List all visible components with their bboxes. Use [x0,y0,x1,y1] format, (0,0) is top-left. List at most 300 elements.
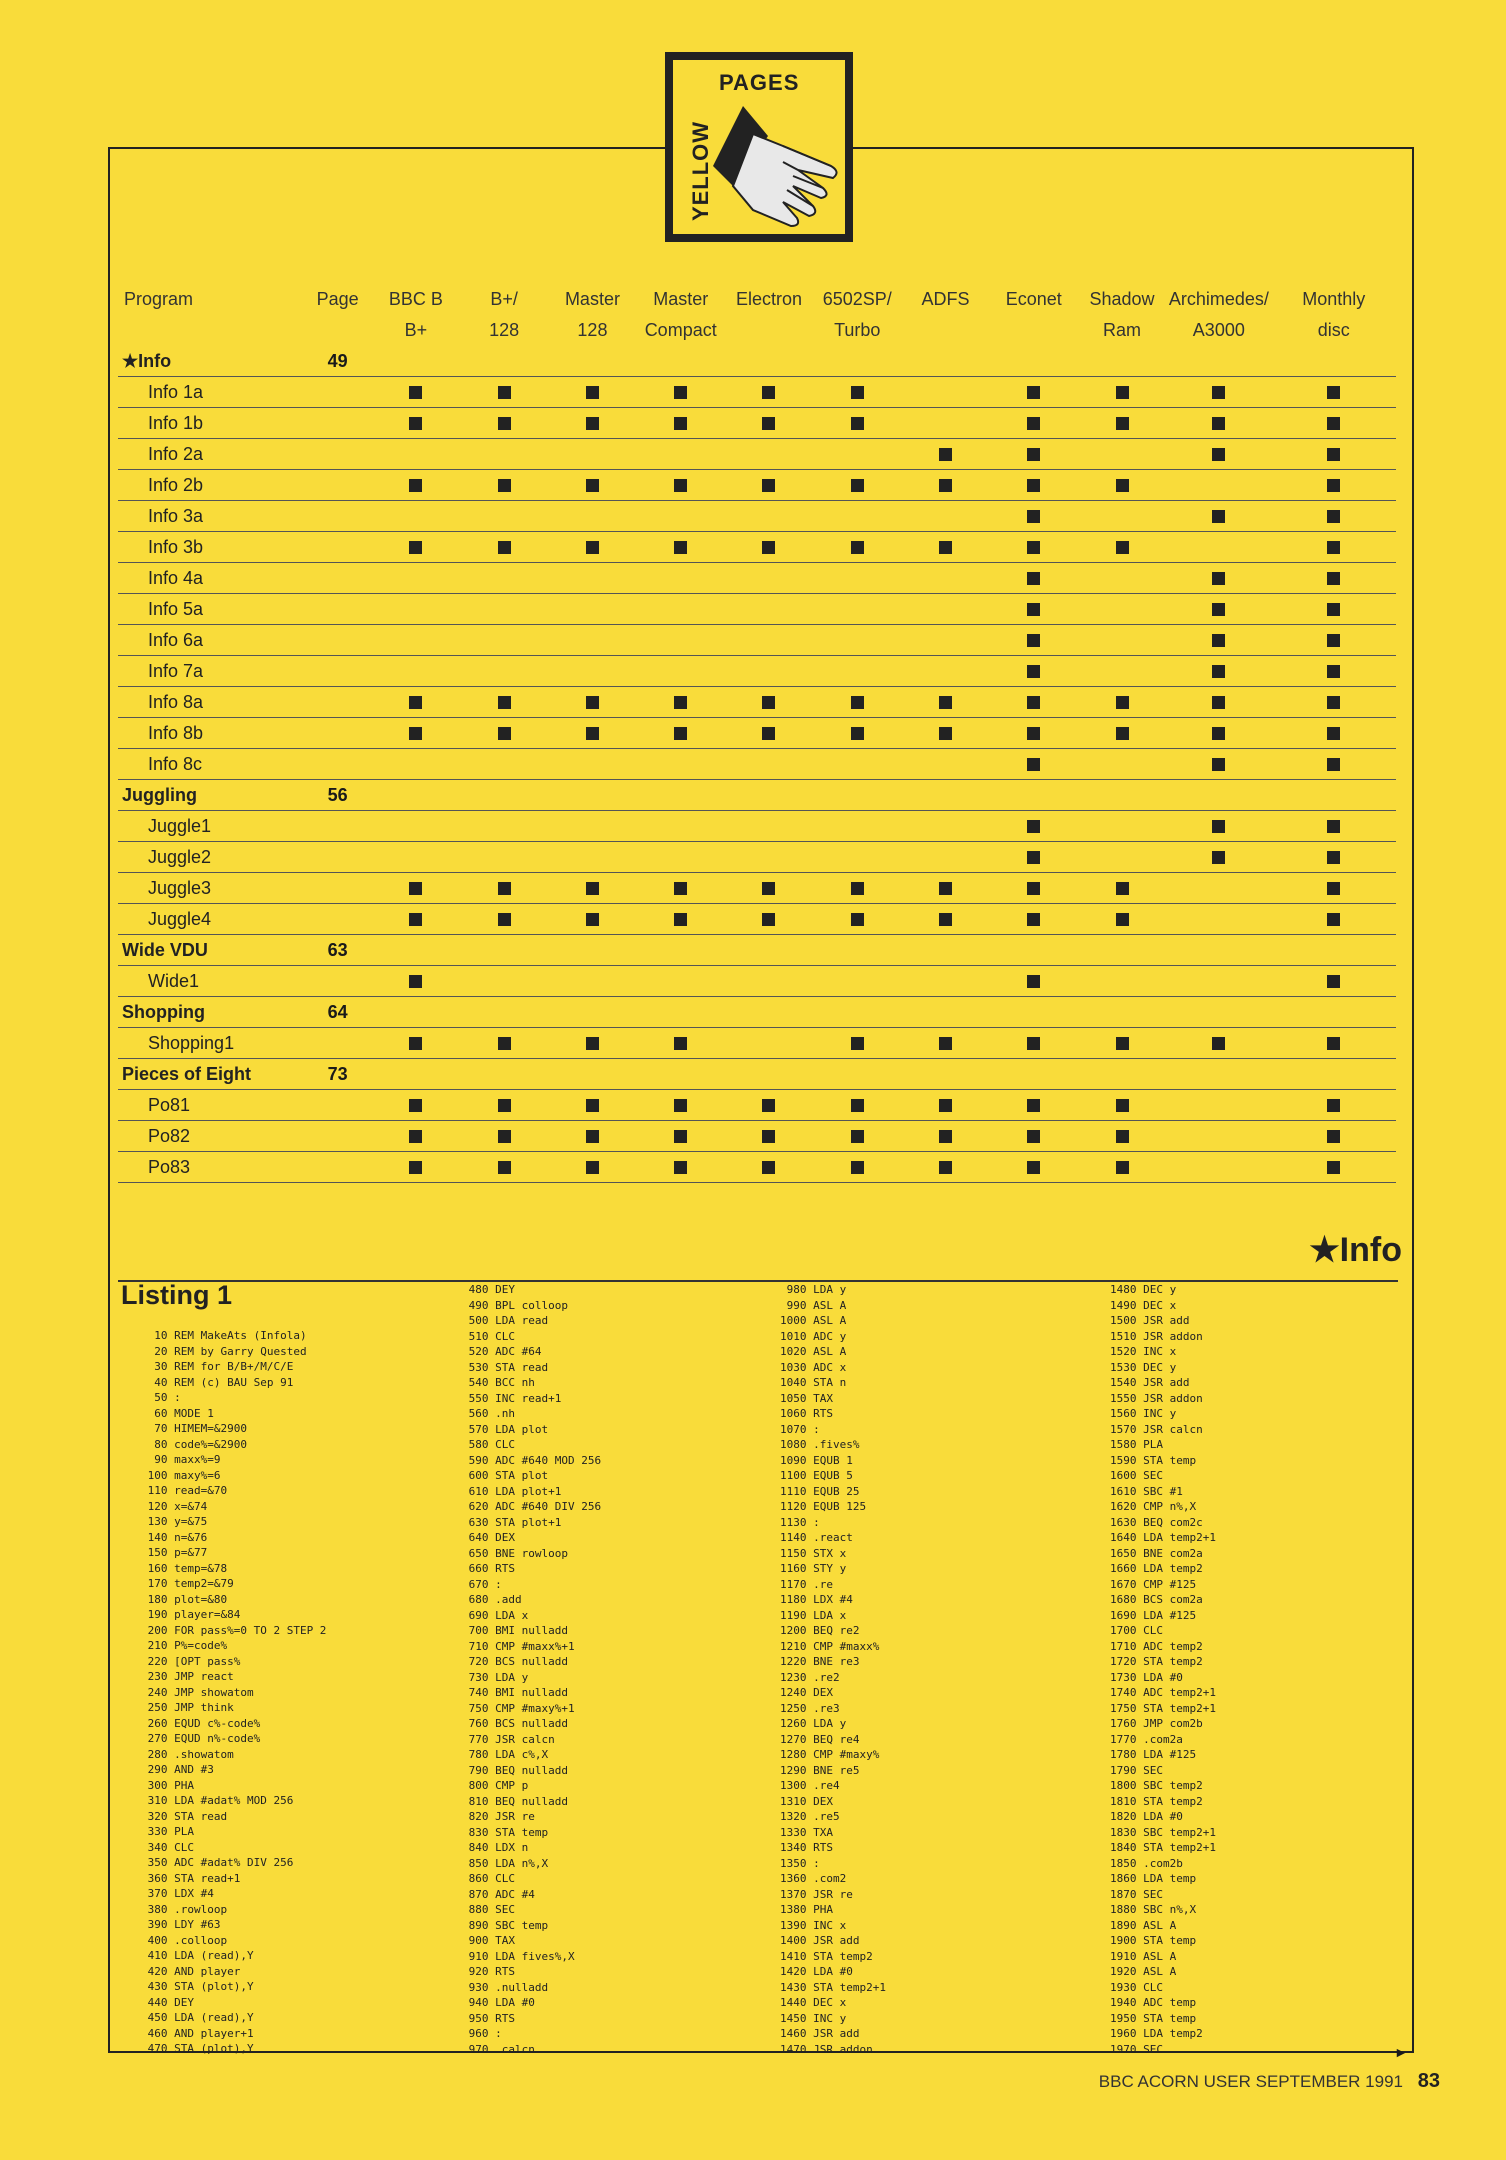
compatibility-cell [725,842,813,873]
code-line: 450 LDA (read),Y [141,2011,254,2024]
compatibility-cell [1166,780,1271,811]
code-line: 100 maxy%=6 [141,1468,221,1482]
compatible-mark-icon [409,417,422,430]
compatibility-cell [725,966,813,997]
column-header: ADFS [921,289,970,309]
compatibility-cell [813,1059,901,1090]
code-line: 820 JSR re [462,1810,535,1823]
compatibility-cell [460,625,548,656]
code-line: 30 REM for B/B+/M/C/E [141,1360,294,1373]
page-number-cell: 63 [304,935,372,966]
code-line: 1450 INC y [780,2011,847,2025]
compatible-mark-icon [1327,727,1340,740]
code-line: 1730 LDA #0 [1110,1670,1183,1684]
code-line: 880 SEC [462,1903,515,1916]
program-row [118,842,1396,873]
code-line: 320 STA read [141,1809,228,1823]
code-line: 570 LDA plot [462,1422,549,1436]
code-line: 1800 SBC temp2 [1110,1779,1203,1792]
compatible-mark-icon [586,913,599,926]
program-name: Po83 [118,1152,304,1183]
page-number-cell [304,501,372,532]
compatibility-cell [460,532,548,563]
code-line: 1080 .fives% [780,1438,860,1451]
code-line: 1470 JSR addon [780,2042,873,2056]
compatibility-cell [548,594,636,625]
compatibility-cell [1078,997,1166,1028]
code-line: 620 ADC #640 DIV 256 [462,1500,602,1513]
code-line: 250 JMP think [141,1701,234,1714]
page-number-cell [304,470,372,501]
code-line: 1360 .com2 [780,1872,847,1885]
compatibility-cell [1272,377,1397,408]
compatible-mark-icon [498,386,511,399]
program-row [118,532,1396,563]
section-row [118,780,1396,811]
listing-column-3 [780,1282,886,2057]
program-row [118,718,1396,749]
compatibility-cell [1272,439,1397,470]
compatibility-cell [372,625,460,656]
compatibility-cell [990,966,1078,997]
code-line: 550 INC read+1 [462,1391,562,1405]
compatibility-cell [637,780,725,811]
code-line: 1910 ASL A [1110,1949,1177,1963]
program-name: Po81 [118,1090,304,1121]
program-row [118,439,1396,470]
compatible-mark-icon [939,1037,952,1050]
page-number-cell [304,966,372,997]
compatibility-cell [548,1121,636,1152]
program-row [118,811,1396,842]
section-row [118,935,1396,966]
compatibility-cell [1078,501,1166,532]
compatible-mark-icon [1027,727,1040,740]
page-number-cell [304,532,372,563]
compatibility-cell [990,718,1078,749]
code-line: 1520 INC x [1110,1345,1177,1358]
code-line: 1850 .com2b [1110,1856,1183,1870]
code-line: 160 temp=&78 [141,1561,228,1575]
code-line: 690 LDA x [462,1608,529,1622]
code-line: 290 AND #3 [141,1763,214,1776]
compatible-mark-icon [1116,727,1129,740]
page-number-cell [304,1028,372,1059]
compatibility-cell [990,563,1078,594]
code-line: 1560 INC y [1110,1407,1177,1420]
compatibility-cell [460,439,548,470]
compatibility-cell [637,470,725,501]
compatible-mark-icon [851,386,864,399]
logo-pages-text: PAGES [719,70,800,95]
compatible-mark-icon [409,913,422,926]
code-line: 1340 RTS [780,1841,833,1854]
compatible-mark-icon [939,479,952,492]
program-name: Wide VDU [118,935,304,966]
code-line: 1890 ASL A [1110,1918,1177,1932]
program-name: Info 6a [118,625,304,656]
compatibility-cell [1166,377,1271,408]
listing-column-4 [1110,1282,1216,2057]
compatibility-cell [901,594,989,625]
code-line: 140 n=&76 [141,1530,208,1544]
code-line: 800 CMP p [462,1779,529,1792]
compatible-mark-icon [1116,1099,1129,1112]
code-line: 1050 TAX [780,1391,833,1405]
page-number-cell [304,811,372,842]
code-line: 1740 ADC temp2+1 [1110,1686,1216,1699]
code-line: 240 JMP showatom [141,1685,254,1699]
code-line: 1230 .re2 [780,1670,840,1684]
compatibility-cell [1078,749,1166,780]
code-line: 1900 STA temp [1110,1934,1197,1947]
code-line: 90 maxx%=9 [141,1453,221,1466]
compatibility-cell [460,997,548,1028]
compatible-mark-icon [1027,913,1040,926]
code-line: 1320 .re5 [780,1810,840,1823]
compatibility-cell [637,501,725,532]
column-header: Master 128 [564,289,620,340]
compatibility-cell [637,935,725,966]
compatible-mark-icon [762,479,775,492]
code-line: 580 CLC [462,1438,515,1451]
compatibility-cell [1272,966,1397,997]
code-line: 1690 LDA #125 [1110,1608,1197,1622]
compatibility-cell [548,532,636,563]
page-number-cell [304,842,372,873]
section-row [118,1059,1396,1090]
compatibility-cell [1272,625,1397,656]
program-row [118,749,1396,780]
compatibility-cell [372,501,460,532]
code-line: 1710 ADC temp2 [1110,1639,1203,1653]
compatible-mark-icon [1327,758,1340,771]
compatibility-cell [901,346,989,377]
compatibility-cell [1078,718,1166,749]
code-line: 1700 CLC [1110,1624,1163,1637]
compatible-mark-icon [1327,603,1340,616]
code-line: 540 BCC nh [462,1376,535,1389]
compatible-mark-icon [586,386,599,399]
page-footer [1099,2070,1440,2093]
compatibility-cell [548,842,636,873]
compatible-mark-icon [1027,541,1040,554]
program-name: Info 4a [118,563,304,594]
compatible-mark-icon [851,417,864,430]
compatibility-cell [1078,904,1166,935]
compatible-mark-icon [762,417,775,430]
compatible-mark-icon [586,479,599,492]
compatibility-cell [725,687,813,718]
compatibility-cell [901,904,989,935]
compatibility-cell [1078,935,1166,966]
code-line: 520 ADC #64 [462,1345,542,1358]
program-name: Shopping [118,997,304,1028]
listing-column-1 [141,1328,326,2057]
compatibility-cell [637,904,725,935]
code-line: 1030 ADC x [780,1360,847,1374]
code-line: 730 LDA y [462,1670,529,1684]
program-row [118,873,1396,904]
code-line: 1940 ADC temp [1110,1996,1197,2009]
compatibility-cell [1272,470,1397,501]
compatibility-cell [725,470,813,501]
compatible-mark-icon [1327,386,1340,399]
compatibility-cell [1166,625,1271,656]
compatibility-cell [725,873,813,904]
compatibility-cell [813,904,901,935]
compatibility-cell [1078,811,1166,842]
compatible-mark-icon [409,1161,422,1174]
compatible-mark-icon [674,1099,687,1112]
compatible-mark-icon [409,975,422,988]
program-name: Po82 [118,1121,304,1152]
compatibility-cell [372,904,460,935]
compatibility-cell [901,997,989,1028]
compatible-mark-icon [851,1130,864,1143]
code-line: 1680 BCS com2a [1110,1593,1203,1606]
compatibility-cell [1078,656,1166,687]
compatibility-cell [813,749,901,780]
compatibility-cell [990,997,1078,1028]
compatibility-cell [990,501,1078,532]
compatible-mark-icon [586,882,599,895]
compatibility-cell [1166,563,1271,594]
compatible-mark-icon [1212,727,1225,740]
program-name: Info 1a [118,377,304,408]
compatibility-cell [548,1059,636,1090]
program-name: Info 8a [118,687,304,718]
compatible-mark-icon [409,541,422,554]
compatible-mark-icon [1327,1037,1340,1050]
compatibility-cell [460,1028,548,1059]
compatible-mark-icon [409,696,422,709]
program-row [118,1152,1396,1183]
page-number-cell [304,563,372,594]
compatible-mark-icon [939,1130,952,1143]
compatibility-cell [548,749,636,780]
compatible-mark-icon [1327,820,1340,833]
code-line: 900 TAX [462,1934,515,1947]
code-line: 1620 CMP n%,X [1110,1500,1197,1513]
code-line: 370 LDX #4 [141,1887,214,1900]
compatibility-cell [548,563,636,594]
compatibility-cell [460,501,548,532]
code-line: 1920 ASL A [1110,1965,1177,1978]
program-row [118,1090,1396,1121]
page-number-cell: 56 [304,780,372,811]
page-number-cell [304,687,372,718]
compatibility-cell [1272,780,1397,811]
code-line: 760 BCS nulladd [462,1717,568,1730]
code-line: 1090 EQUB 1 [780,1453,853,1467]
program-name: Pieces of Eight [118,1059,304,1090]
compatibility-cell [637,346,725,377]
listing-column-2 [462,1282,601,2057]
compatible-mark-icon [674,913,687,926]
compatible-mark-icon [1212,510,1225,523]
compatibility-cell [548,408,636,439]
code-line: 1640 LDA temp2+1 [1110,1531,1216,1544]
code-line: 1860 LDA temp [1110,1872,1197,1885]
compatibility-cell [990,749,1078,780]
code-line: 360 STA read+1 [141,1871,241,1885]
compatible-mark-icon [409,882,422,895]
code-line: 920 RTS [462,1965,515,1978]
code-line: 170 temp2=&79 [141,1577,234,1590]
compatible-mark-icon [1212,634,1225,647]
code-line: 1770 .com2a [1110,1732,1183,1746]
compatible-mark-icon [1116,882,1129,895]
code-line: 1790 SEC [1110,1763,1163,1777]
compatibility-cell [901,532,989,563]
compatible-mark-icon [498,1037,511,1050]
compatible-mark-icon [409,727,422,740]
compatible-mark-icon [939,727,952,740]
compatibility-cell [990,532,1078,563]
code-line: 1110 EQUB 25 [780,1484,860,1498]
compatibility-cell [1166,904,1271,935]
program-row [118,408,1396,439]
page-number-cell [304,1121,372,1152]
compatible-mark-icon [1327,696,1340,709]
page-number-cell [304,439,372,470]
compatibility-cell [901,687,989,718]
compatibility-cell [901,1059,989,1090]
code-line: 1540 JSR add [1110,1376,1190,1389]
compatible-mark-icon [498,696,511,709]
compatibility-cell [725,780,813,811]
code-line: 1840 STA temp2+1 [1110,1841,1216,1854]
section-row [118,997,1396,1028]
compatibility-cell [1272,563,1397,594]
compatibility-cell [725,625,813,656]
code-line: 1480 DEC y [1110,1283,1177,1296]
compatible-mark-icon [1027,665,1040,678]
code-line: 60 MODE 1 [141,1406,214,1420]
program-name: Juggle1 [118,811,304,842]
compatibility-cell [372,749,460,780]
compatible-mark-icon [939,1161,952,1174]
compatibility-cell [1272,904,1397,935]
code-line: 200 FOR pass%=0 TO 2 STEP 2 [141,1623,327,1637]
program-name: Info 8b [118,718,304,749]
compatibility-cell [1078,625,1166,656]
compatibility-cell [637,377,725,408]
compatibility-cell [990,687,1078,718]
compatibility-cell [460,842,548,873]
code-line: 790 BEQ nulladd [462,1763,568,1777]
program-row [118,377,1396,408]
compatibility-cell [637,656,725,687]
compatible-mark-icon [498,479,511,492]
compatibility-cell [460,1059,548,1090]
compatible-mark-icon [1027,758,1040,771]
compatibility-cell [1272,873,1397,904]
compatibility-cell [1166,687,1271,718]
compatible-mark-icon [851,882,864,895]
column-header: Monthly disc [1302,289,1366,340]
code-line: 1870 SEC [1110,1887,1163,1901]
code-line: 1070 : [780,1422,820,1436]
compatibility-cell [813,346,901,377]
program-name: Info 3a [118,501,304,532]
compatibility-cell [548,904,636,935]
compatibility-cell [548,346,636,377]
code-line: 1220 BNE re3 [780,1655,860,1668]
code-line: 1760 JMP com2b [1110,1717,1203,1730]
compatible-mark-icon [498,1099,511,1112]
compatibility-cell [813,873,901,904]
code-line: 1400 JSR add [780,1934,860,1947]
compatibility-cell [813,625,901,656]
compatible-mark-icon [674,417,687,430]
code-line: 890 SBC temp [462,1918,549,1932]
compatibility-cell [460,935,548,966]
end-arrow-icon: ► [1394,2044,1408,2060]
compatible-mark-icon [1212,572,1225,585]
code-line: 660 RTS [462,1562,515,1575]
code-line: 1660 LDA temp2 [1110,1562,1203,1575]
compatibility-cell [1078,1059,1166,1090]
compatibility-cell [725,346,813,377]
code-line: 990 ASL A [780,1298,847,1312]
compatible-mark-icon [1027,882,1040,895]
compatible-mark-icon [409,386,422,399]
code-line: 780 LDA c%,X [462,1748,549,1761]
compatibility-cell [372,873,460,904]
code-line: 1350 : [780,1856,820,1870]
compatibility-cell [725,749,813,780]
compatibility-cell [813,1028,901,1059]
compatibility-cell [1078,594,1166,625]
compatibility-cell [1272,1121,1397,1152]
compatibility-cell [813,470,901,501]
compatible-mark-icon [762,386,775,399]
compatible-mark-icon [1027,510,1040,523]
code-line: 980 LDA y [780,1283,847,1296]
code-line: 420 AND player [141,1964,241,1978]
compatibility-cell [460,780,548,811]
compatible-mark-icon [586,1037,599,1050]
compatibility-cell [548,718,636,749]
compatibility-cell [725,935,813,966]
compatibility-cell [1272,408,1397,439]
compatibility-cell [1078,780,1166,811]
compatibility-cell [637,594,725,625]
compatibility-cell [990,904,1078,935]
compatible-mark-icon [674,479,687,492]
compatibility-cell [637,966,725,997]
compatibility-cell [725,501,813,532]
program-name: ★Info [118,346,304,377]
compatibility-cell [725,718,813,749]
compatibility-cell [372,346,460,377]
program-row [118,656,1396,687]
compatible-mark-icon [1116,1161,1129,1174]
compatibility-cell [990,780,1078,811]
code-line: 1950 STA temp [1110,2011,1197,2025]
code-line: 440 DEY [141,1995,194,2009]
compatible-mark-icon [674,541,687,554]
compatibility-cell [548,966,636,997]
code-line: 1580 PLA [1110,1438,1163,1451]
code-line: 1020 ASL A [780,1345,847,1358]
compatibility-cell [901,1152,989,1183]
compatibility-cell [460,718,548,749]
compatibility-cell [637,1028,725,1059]
compatibility-cell [1166,1121,1271,1152]
